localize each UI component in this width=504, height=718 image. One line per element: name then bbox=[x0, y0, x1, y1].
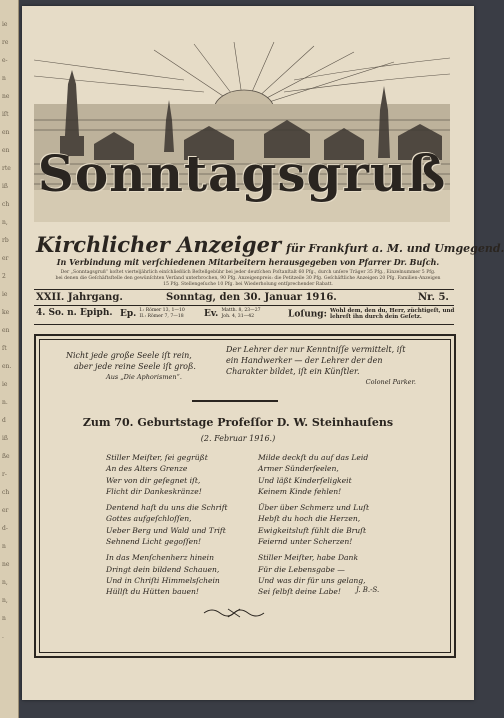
prev-page-fragment: ne bbox=[2, 93, 10, 100]
poem-line: Und in Chriſti Himmelsſchein bbox=[106, 575, 220, 585]
quote-line: aber jede reine Seele iſt groß. bbox=[74, 362, 196, 371]
gospel-ref-2: Joh. 4, 31—42 bbox=[221, 313, 255, 319]
gospel-reading bbox=[204, 308, 261, 319]
epistle-ref-2: II.: Römer 7, 7—18 bbox=[139, 313, 184, 319]
poem-line: Keinem Kinde fehlen! bbox=[258, 486, 342, 496]
poem-stanza bbox=[106, 552, 256, 597]
losung-text bbox=[330, 308, 454, 320]
prev-page-fragment: iß bbox=[2, 435, 8, 442]
editor-line: In Verbindung mit verſchiedenen Mitarbeitern herausgegeben von Pfarrer Dr. Buſch. bbox=[56, 257, 440, 267]
poem-line: Dentend haſt du uns die Schrift bbox=[106, 503, 228, 513]
poem-line: Flicht dir Dankeskränze! bbox=[106, 486, 202, 496]
quote-source: Aus „Die Aphorismen“. bbox=[106, 373, 182, 381]
sunday-label: 4. So. n. Epiph. bbox=[36, 308, 113, 318]
divider-rule bbox=[34, 289, 454, 290]
prev-page-fragment: er bbox=[2, 507, 9, 514]
losung-line-1: Wohl dem, den du, Herr, züchtigeſt, und bbox=[330, 308, 455, 314]
ornament-flourish-icon bbox=[202, 606, 266, 620]
poem-line: Feiernd unter Scherzen! bbox=[258, 537, 353, 547]
poem-line: Milde deckſt du auf das Leid bbox=[258, 453, 369, 462]
fineprint-line: Der „Sonntagsgruß“ koſtet vierteljährlich einſchließlich Beſtellgebühr bei jeder deutſchen Poſtanſtalt 60 Pfg., durch unſere Träger 35 Pfg., Einzelnummer 5 Pfg. bbox=[60, 270, 436, 275]
poem-line: Wer von dir geſegnet iſt, bbox=[106, 475, 201, 485]
prev-page-fragment: ne bbox=[2, 561, 10, 568]
prev-page-fragment: d- bbox=[2, 525, 8, 532]
losung-label: Loſung: bbox=[288, 309, 327, 320]
previous-page-text bbox=[2, 20, 14, 680]
subtitle-region: für Frankfurt a. M. und Umgegend. bbox=[286, 242, 504, 255]
prev-page-fragment: r- bbox=[2, 471, 7, 478]
epistle-refs bbox=[139, 308, 184, 319]
prev-page-fragment: ie bbox=[2, 21, 8, 28]
prev-page-fragment: n, bbox=[2, 597, 8, 604]
poem-signature: J. B.-S. bbox=[356, 586, 380, 594]
poem-line: Sei ſelbſt deine Labe! bbox=[258, 587, 341, 597]
quote-line: Charakter bildet, iſt ein Künſtler. bbox=[226, 367, 360, 376]
prev-page-fragment: n, bbox=[2, 579, 8, 586]
fineprint-line: bei denen die Geſchäftsſtelle den gewünſchten Verſand unterbrochen, 90 Pfg. Anzeigenpreis: die Petitzeile 30 Pfg. Geſchäftliche Anzeigen 20 Pfg. Familien-Anzeigen bbox=[55, 276, 441, 281]
poem-line: Stiller Meiſter, habe Dank bbox=[258, 553, 359, 563]
prev-page-fragment: . bbox=[2, 633, 4, 640]
losung-line-2: lehreſt ihn durch dein Geſetz. bbox=[330, 314, 422, 320]
prev-page-fragment: ie bbox=[2, 291, 8, 298]
subscription-fineprint bbox=[36, 270, 460, 288]
divider-rule bbox=[34, 324, 454, 325]
poem-line: Über über Schmerz und Luſt bbox=[258, 503, 370, 513]
poem-line: Armer Sünderſeelen, bbox=[258, 464, 339, 474]
prev-page-fragment: er bbox=[2, 255, 9, 262]
prev-page-fragment: d bbox=[2, 417, 6, 424]
newspaper-page bbox=[22, 6, 504, 700]
poem-line: Gottes aufgeſchloſſen, bbox=[106, 514, 192, 524]
quote-source: Colonel Parker. bbox=[365, 378, 416, 386]
prev-page-fragment: 2 bbox=[2, 273, 6, 280]
prev-page-fragment: ſt bbox=[2, 345, 7, 352]
prev-page-fragment: en bbox=[2, 327, 10, 334]
prev-page-fragment: rte bbox=[2, 165, 11, 172]
prev-page-fragment: ie bbox=[2, 381, 8, 388]
subtitle-main: Kirchlicher Anzeiger bbox=[36, 232, 282, 257]
poem-line: Sehnend Licht gegoſſen! bbox=[106, 537, 202, 547]
epistle-ref-1: I.: Römer 13, 1—10 bbox=[139, 308, 185, 313]
content-frame-inner bbox=[39, 339, 451, 653]
section-separator bbox=[192, 400, 278, 402]
poem-stanza bbox=[258, 452, 408, 497]
poem-line: Hebſt du hoch die Herzen, bbox=[258, 514, 361, 524]
poem-stanza bbox=[258, 552, 408, 597]
prev-page-fragment: iſt bbox=[2, 111, 9, 118]
losung bbox=[288, 308, 454, 320]
gospel-ref-1: Matth. 8, 23—27 bbox=[221, 308, 261, 313]
poem-line: In das Menſchenherz hinein bbox=[106, 553, 214, 563]
poem-title: Zum 70. Geburtstage Profeſſor D. W. Steinhauſens bbox=[82, 416, 394, 429]
masthead-subtitle bbox=[36, 232, 504, 257]
readings-line bbox=[34, 306, 454, 324]
poem-line: Für die Lebensgabe — bbox=[258, 564, 345, 574]
prev-page-fragment: n bbox=[2, 75, 6, 82]
poem-stanza bbox=[106, 452, 256, 497]
prev-page-fragment: n bbox=[2, 543, 6, 550]
poem-date: (2. Februar 1916.) bbox=[200, 434, 276, 443]
masthead-title: Sonntagsgruß bbox=[37, 144, 447, 203]
previous-page-edge bbox=[0, 0, 19, 718]
issue-year: XXII. Jahrgang. bbox=[36, 292, 123, 303]
prev-page-fragment: en. bbox=[2, 363, 12, 370]
poem-line: Ueber Berg und Wald und Trift bbox=[106, 525, 226, 535]
prev-page-fragment: n. bbox=[2, 399, 8, 406]
poem-left-column bbox=[106, 452, 256, 603]
poem-line: Ewigkeitsluft fühlt die Bruſt bbox=[258, 525, 367, 535]
aphorism-quote bbox=[66, 350, 226, 383]
prev-page-fragment: re bbox=[2, 39, 9, 46]
poem-line: Und was dir für uns gelang, bbox=[258, 575, 366, 585]
poem-line: Und läßt Kinderſeligkeit bbox=[258, 475, 352, 485]
poem-stanza bbox=[258, 502, 408, 547]
prev-page-fragment: en bbox=[2, 129, 10, 136]
epistle-label: Ep. bbox=[120, 309, 137, 319]
prev-page-fragment: en bbox=[2, 147, 10, 154]
poem-line: Stiller Meiſter, ſei gegrüßt bbox=[106, 453, 208, 462]
prev-page-fragment: n bbox=[2, 615, 6, 622]
issue-number: Nr. 5. bbox=[418, 292, 449, 303]
quote-line: Nicht jede große Seele iſt rein, bbox=[66, 351, 192, 360]
prev-page-fragment: rb bbox=[2, 237, 9, 244]
poem-line: Dringt dein bildend Schauen, bbox=[106, 564, 220, 574]
poem-right-column bbox=[258, 452, 408, 603]
content-frame bbox=[34, 334, 456, 658]
prev-page-fragment: ße bbox=[2, 453, 10, 460]
prev-page-fragment: n, bbox=[2, 219, 8, 226]
poem-line: An des Alters Grenze bbox=[106, 464, 188, 474]
teacher-quote bbox=[226, 344, 426, 388]
poem-line: Hüllſt du Hütten bauen! bbox=[106, 587, 199, 597]
gospel-label: Ev. bbox=[204, 309, 219, 319]
issue-date: Sonntag, den 30. Januar 1916. bbox=[166, 292, 337, 303]
prev-page-fragment: ch bbox=[2, 489, 10, 496]
prev-page-fragment: iß bbox=[2, 183, 8, 190]
quote-line: Der Lehrer der nur Kenntniſſe vermittelt, iſt bbox=[226, 345, 406, 354]
epistle-reading bbox=[120, 308, 185, 319]
poem-stanza bbox=[106, 502, 256, 547]
fineprint-line: 15 Pfg. Stellengeſuche 10 Pfg. bei Wiederholung entſprechender Rabatt. bbox=[163, 282, 333, 287]
prev-page-fragment: ch bbox=[2, 201, 10, 208]
quote-line: ein Handwerker — der Lehrer der den bbox=[226, 356, 383, 365]
prev-page-fragment: e- bbox=[2, 57, 8, 64]
gospel-refs bbox=[221, 308, 260, 319]
masthead-banner bbox=[34, 40, 450, 228]
prev-page-fragment: ke bbox=[2, 309, 10, 316]
